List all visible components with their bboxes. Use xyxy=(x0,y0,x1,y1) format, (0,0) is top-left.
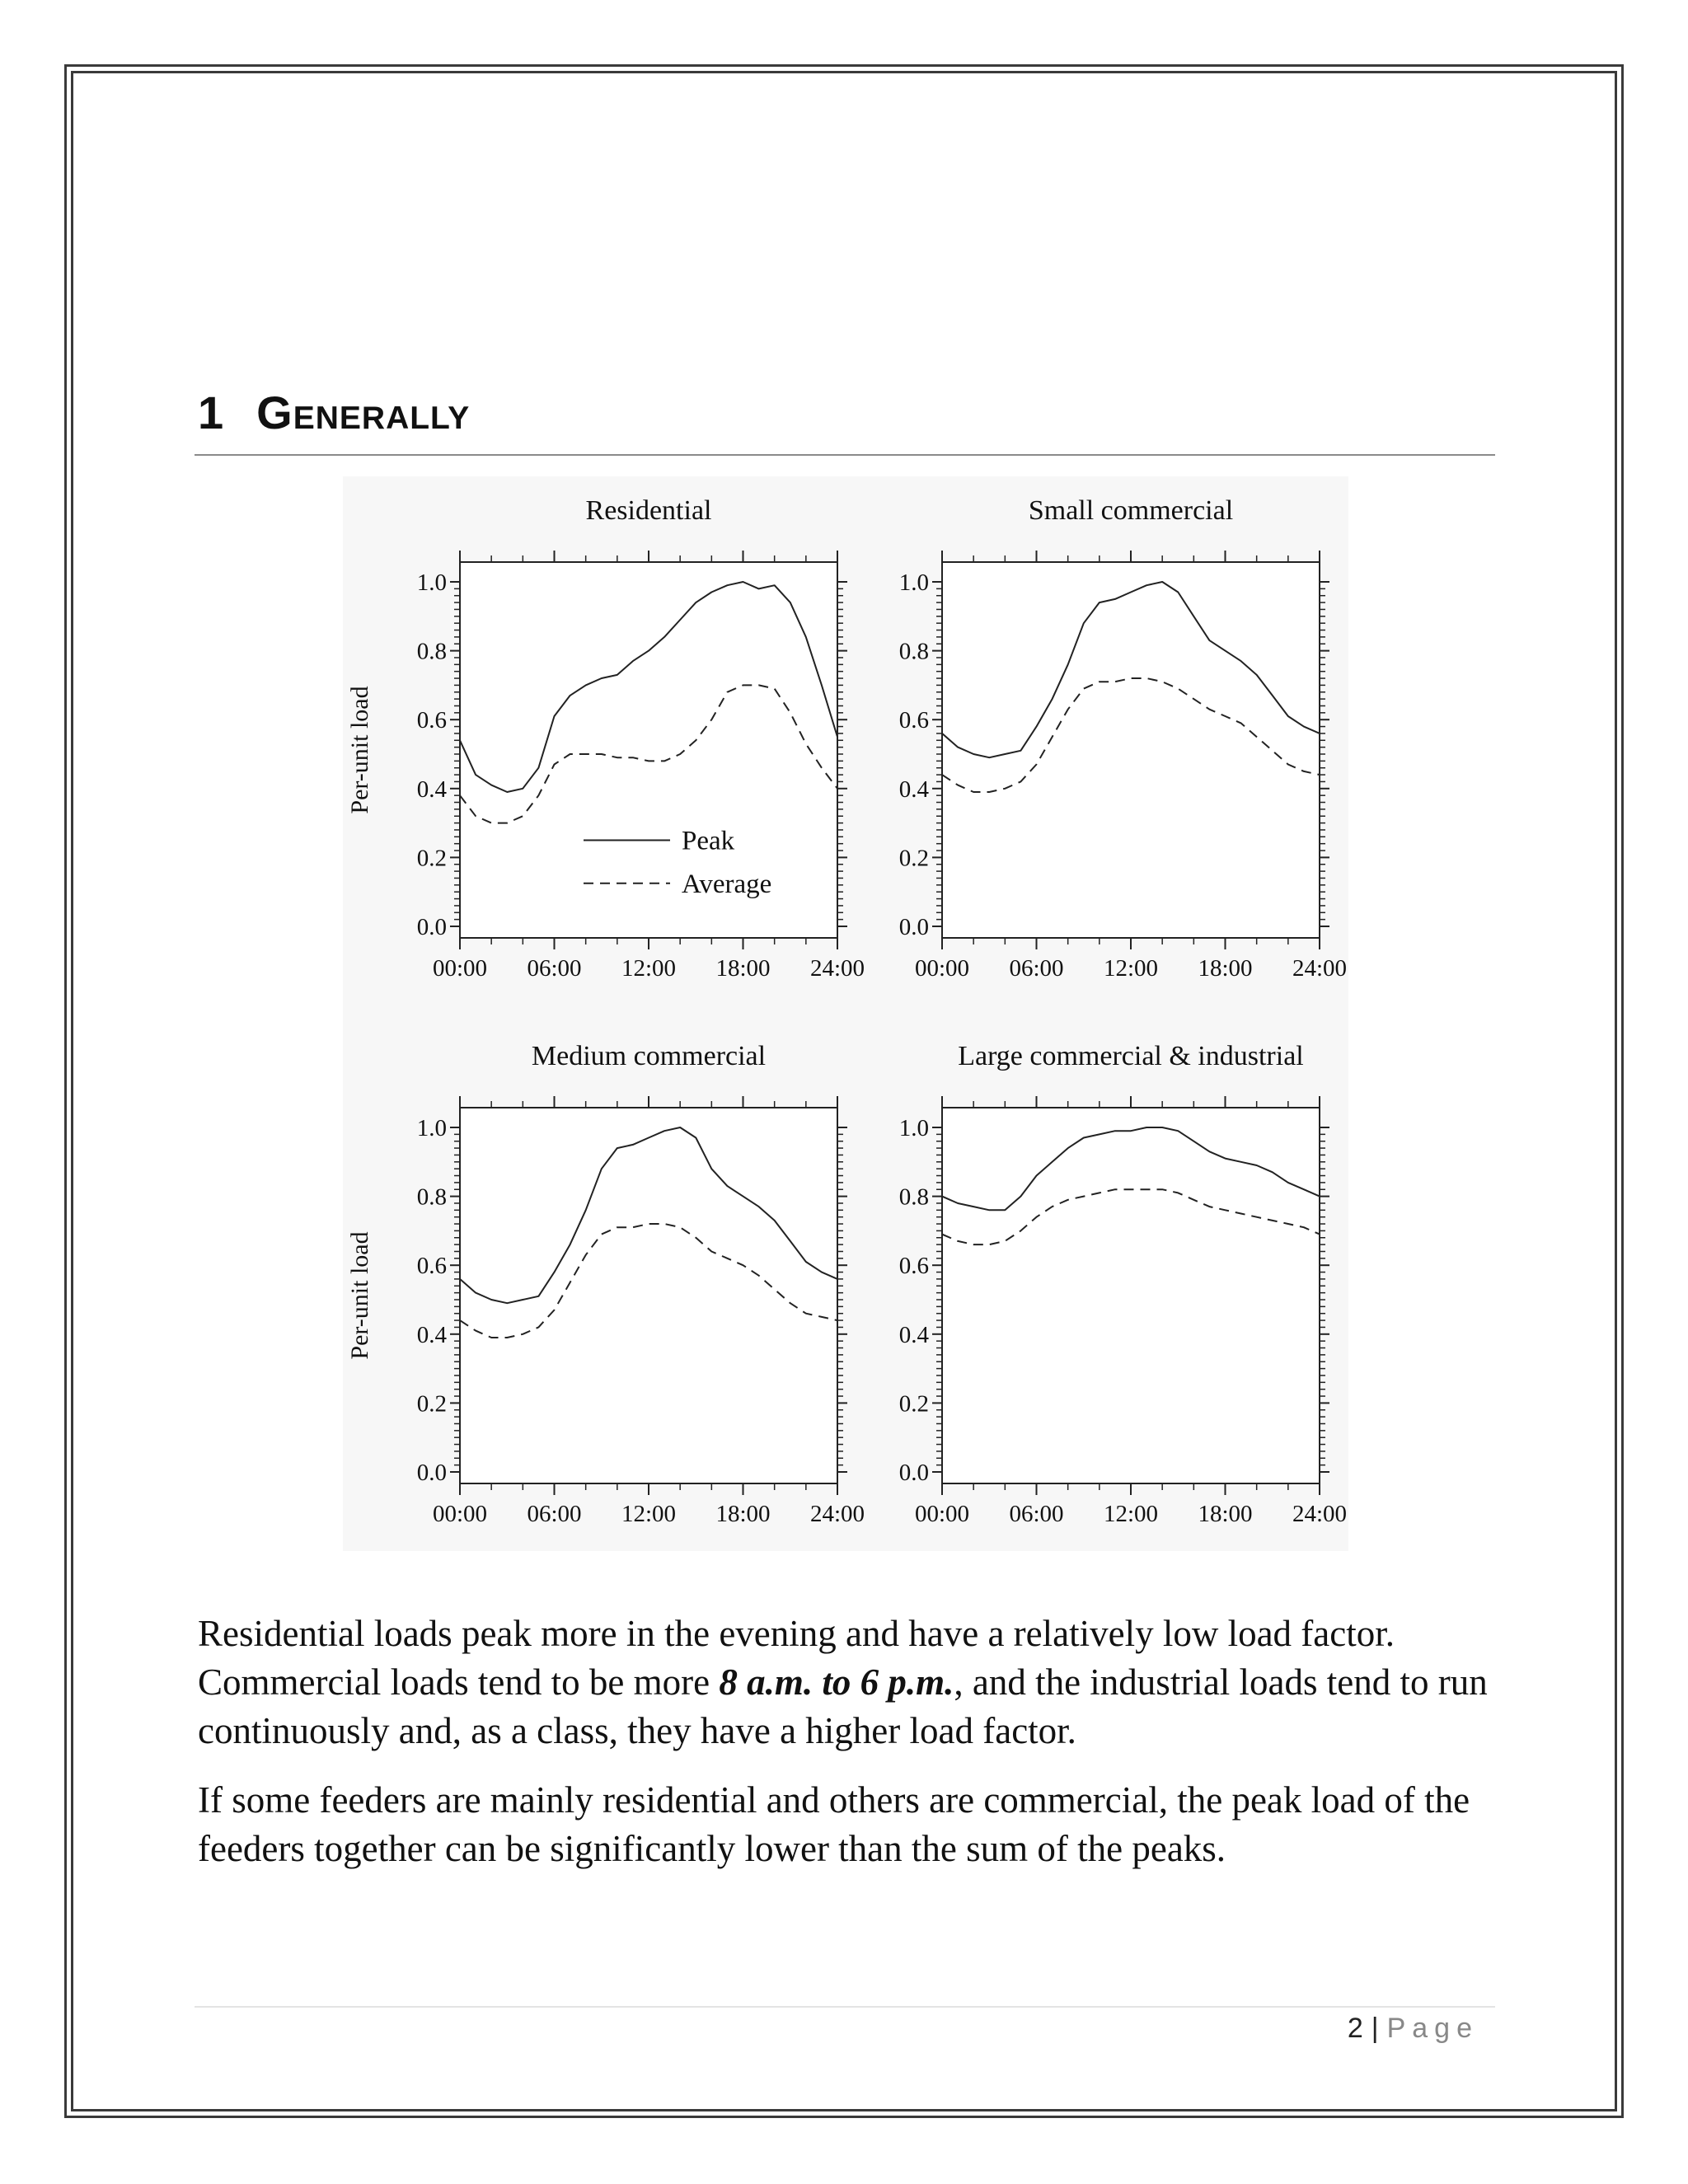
y-tick-label: 0.8 xyxy=(416,1183,447,1211)
x-tick-label: 12:00 xyxy=(621,955,677,982)
chart-panel-2 xyxy=(899,495,1347,982)
x-tick-label: 18:00 xyxy=(715,955,771,982)
paragraph-1-text-b: , and the industrial loads tend to run continuously and, as a class, they have a higher load factor. xyxy=(198,1661,1488,1751)
y-tick-label: 0.2 xyxy=(898,845,929,872)
page-number: 2 xyxy=(1347,2013,1363,2044)
x-tick-label: 00:00 xyxy=(914,1501,970,1527)
x-tick-label: 06:00 xyxy=(527,955,582,982)
chart-panel-4 xyxy=(899,1041,1347,1527)
y-tick-label: 0.8 xyxy=(416,638,447,665)
x-tick-label: 12:00 xyxy=(1103,955,1159,982)
x-tick-label: 18:00 xyxy=(715,1501,771,1527)
x-tick-label: 24:00 xyxy=(1292,1501,1348,1527)
paragraph-load-characteristics xyxy=(198,1610,1508,1755)
y-tick-label: 1.0 xyxy=(898,569,929,596)
y-tick-label: 1.0 xyxy=(898,1115,929,1141)
y-axis-label: Per-unit load xyxy=(346,686,373,814)
x-tick-label: 12:00 xyxy=(1103,1501,1159,1527)
y-tick-label: 0.0 xyxy=(416,914,447,940)
x-tick-label: 24:00 xyxy=(809,955,865,982)
y-tick-label: 0.2 xyxy=(416,1390,447,1418)
chart-title: Medium commercial xyxy=(531,1041,767,1071)
footer-rule xyxy=(195,2006,1495,2008)
load-profile-charts xyxy=(343,476,1348,1551)
y-tick-label: 0.2 xyxy=(898,1390,929,1418)
chart-title: Large commercial & industrial xyxy=(958,1041,1304,1071)
y-tick-label: 0.6 xyxy=(416,707,447,734)
legend-average-label: Average xyxy=(682,869,772,899)
plot-frame xyxy=(942,562,1320,938)
y-tick-label: 0.0 xyxy=(898,914,929,940)
x-tick-label: 00:00 xyxy=(432,1501,488,1527)
y-tick-label: 0.0 xyxy=(898,1460,929,1486)
x-tick-label: 00:00 xyxy=(914,955,970,982)
section-title: Generally xyxy=(256,387,471,438)
x-tick-label: 24:00 xyxy=(809,1501,865,1527)
x-tick-label: 18:00 xyxy=(1198,1501,1253,1527)
chart-panel-3 xyxy=(346,1041,865,1527)
y-tick-label: 0.4 xyxy=(416,776,447,803)
chart-title: Residential xyxy=(585,495,712,526)
y-tick-label: 0.6 xyxy=(416,1253,447,1280)
y-tick-label: 1.0 xyxy=(416,569,447,596)
x-tick-label: 24:00 xyxy=(1292,955,1348,982)
y-tick-label: 0.8 xyxy=(898,638,929,665)
paragraph-1-emphasis: 8 a.m. to 6 p.m. xyxy=(719,1661,954,1703)
y-tick-label: 1.0 xyxy=(416,1115,447,1141)
y-tick-label: 0.4 xyxy=(898,1321,929,1348)
y-axis-label: Per-unit load xyxy=(346,1231,373,1360)
load-profile-figure xyxy=(343,476,1348,1551)
y-tick-label: 0.8 xyxy=(898,1183,929,1211)
y-tick-label: 0.4 xyxy=(898,776,929,803)
paragraph-feeder-diversity: If some feeders are mainly residential and others are commercial, the peak load of the feeders together can be significantly lower than the sum of the peaks. xyxy=(198,1779,1470,1869)
x-tick-label: 06:00 xyxy=(1009,955,1064,982)
page-word: Page xyxy=(1386,2013,1479,2044)
paragraph-1-text-a: Residential loads peak more in the evening and have a relatively low load factor. Commercial loads tend to be more xyxy=(198,1613,1395,1703)
plot-frame xyxy=(942,1108,1320,1483)
heading-underline xyxy=(195,454,1495,456)
page-number-footer xyxy=(1348,2013,1479,2045)
x-tick-label: 06:00 xyxy=(527,1501,582,1527)
plot-frame xyxy=(460,562,837,938)
y-tick-label: 0.0 xyxy=(416,1460,447,1486)
y-tick-label: 0.6 xyxy=(898,1253,929,1280)
y-tick-label: 0.4 xyxy=(416,1321,447,1348)
legend-peak-label: Peak xyxy=(682,826,735,856)
y-tick-label: 0.2 xyxy=(416,845,447,872)
x-tick-label: 18:00 xyxy=(1198,955,1253,982)
x-tick-label: 12:00 xyxy=(621,1501,677,1527)
y-tick-label: 0.6 xyxy=(898,707,929,734)
x-tick-label: 00:00 xyxy=(432,955,488,982)
chart-title: Small commercial xyxy=(1028,495,1234,526)
chart-panel-1 xyxy=(346,495,865,982)
section-number: 1 xyxy=(198,387,224,438)
x-tick-label: 06:00 xyxy=(1009,1501,1064,1527)
section-heading xyxy=(198,386,1493,439)
page-number-separator: | xyxy=(1371,2013,1379,2044)
